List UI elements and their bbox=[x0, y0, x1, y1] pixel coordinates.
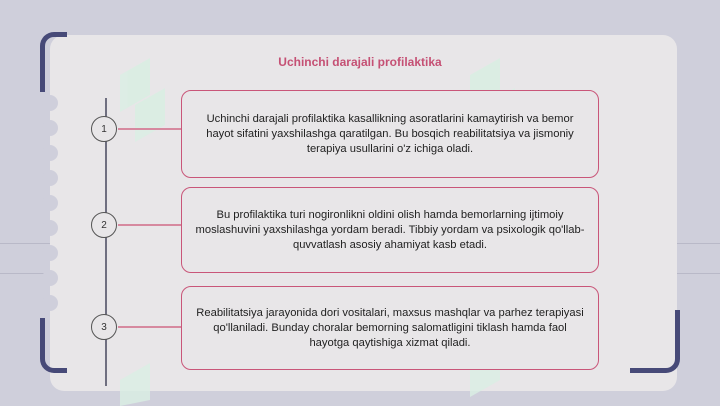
timeline-item-1-text: Uchinchi darajali profilaktika kasallikning asoratlarini kamaytirish va bemor hayot sifatini yaxshilashga qaratilgan. Bu bosqich reabilitatsiya va jismoniy terapiya usullarini o'z ichiga oladi. bbox=[181, 90, 599, 178]
timeline-connector bbox=[118, 128, 182, 130]
timeline-connector bbox=[118, 224, 182, 226]
timeline-node-3: 3 bbox=[91, 314, 117, 340]
slide-title: Uchinchi darajali profilaktika bbox=[278, 55, 442, 69]
timeline-connector bbox=[118, 326, 182, 328]
timeline-node-2: 2 bbox=[91, 212, 117, 238]
timeline-item-2-text: Bu profilaktika turi nogironlikni oldini olish hamda bemorlarning ijtimoiy moslashuvini yaxshilashga yordam beradi. Tibbiy yordam va psixologik qo'llab-quvvatlash asosiy ahamiyat kasb etadi. bbox=[181, 187, 599, 273]
timeline-node-1: 1 bbox=[91, 116, 117, 142]
timeline-item-3-text: Reabilitatsiya jarayonida dori vositalari, maxsus mashqlar va parhez terapiyasi qo'llaniladi. Bunday choralar bemorning salomatligini tiklash hamda faol hayotga qaytishiga xizmat qiladi. bbox=[181, 286, 599, 370]
